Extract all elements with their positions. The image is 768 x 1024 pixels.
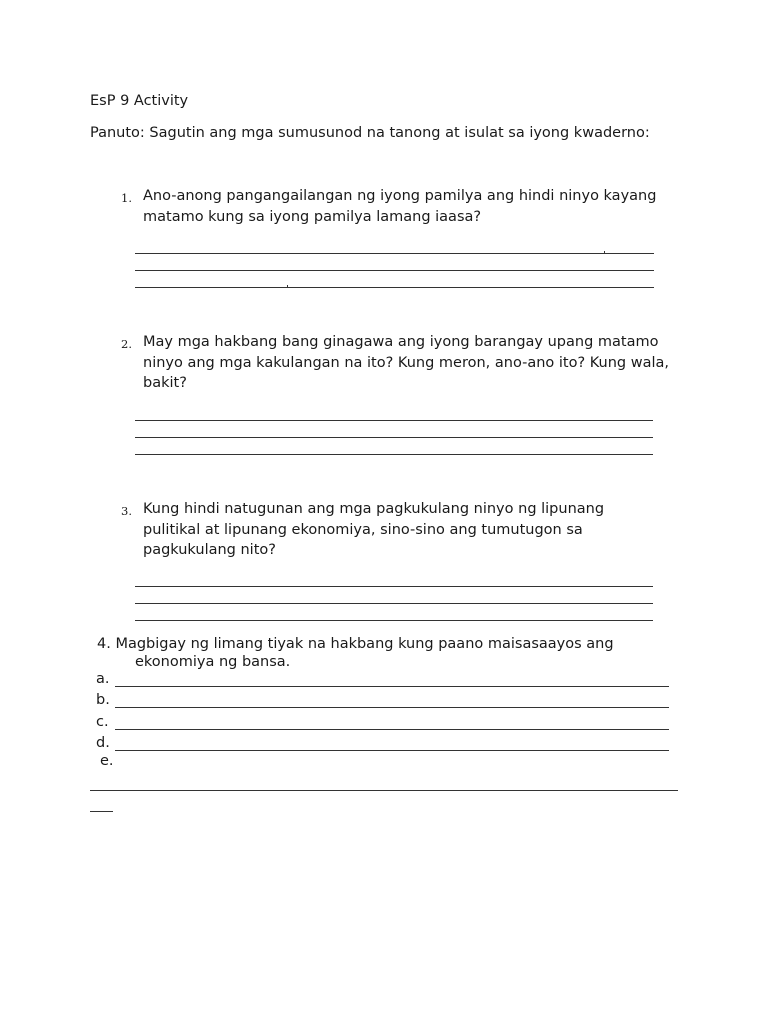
- question-2-text: May mga hakbang bang ginagawa ang iyong barangay upang matamo ninyo ang mga kakulangan na ito? Kung meron, ano-ano ito? Kung wala, bakit?: [143, 334, 670, 391]
- option-b-answer-line[interactable]: [115, 707, 669, 708]
- question-3-text: Kung hindi natugunan ang mga pagkukulang ninyo ng lipunang pulitikal at lipunang ekonomiya, sino-sino ang tumutugon sa pagkukulang nito?: [143, 501, 605, 558]
- instructions: Panuto: Sagutin ang mga sumusunod na tanong at isulat sa iyong kwaderno:: [90, 125, 650, 141]
- option-e-answer-line-continued[interactable]: [90, 811, 113, 812]
- answer-line[interactable]: [135, 454, 653, 455]
- option-a-answer-line[interactable]: [115, 686, 669, 687]
- option-c-answer-line[interactable]: [115, 729, 669, 730]
- option-b-label: b.: [96, 692, 110, 708]
- option-e-label: e.: [100, 753, 114, 769]
- answer-line[interactable]: [135, 287, 654, 288]
- option-a-label: a.: [96, 671, 110, 687]
- answer-line[interactable]: [135, 420, 653, 421]
- option-d-label: d.: [96, 735, 110, 751]
- worksheet-title: EsP 9 Activity: [90, 93, 189, 109]
- option-c-label: c.: [96, 714, 109, 730]
- question-1-text: Ano-anong pangangailangan ng iyong pamilya ang hindi ninyo kayang matamo kung sa iyong pamilya lamang iaasa?: [143, 188, 657, 225]
- question-4-number: 4.: [97, 636, 111, 652]
- question-4-line2: ekonomiya ng bansa.: [135, 654, 291, 670]
- answer-line[interactable]: [135, 437, 653, 438]
- question-4-line1: Magbigay ng limang tiyak na hakbang kung paano maisasaayos ang: [115, 636, 614, 652]
- answer-line[interactable]: [135, 270, 654, 271]
- answer-line[interactable]: [135, 586, 653, 587]
- question-2-number: 2.: [121, 337, 132, 351]
- line-tick: [604, 251, 605, 254]
- answer-line[interactable]: [135, 620, 653, 621]
- question-1-number: 1.: [121, 191, 132, 205]
- line-tick: [287, 285, 288, 288]
- question-4: [97, 635, 614, 671]
- option-d-answer-line[interactable]: [115, 750, 669, 751]
- option-e-answer-line[interactable]: [90, 790, 678, 791]
- answer-line[interactable]: [135, 603, 653, 604]
- question-3-number: 3.: [121, 504, 132, 518]
- answer-line[interactable]: [135, 253, 654, 254]
